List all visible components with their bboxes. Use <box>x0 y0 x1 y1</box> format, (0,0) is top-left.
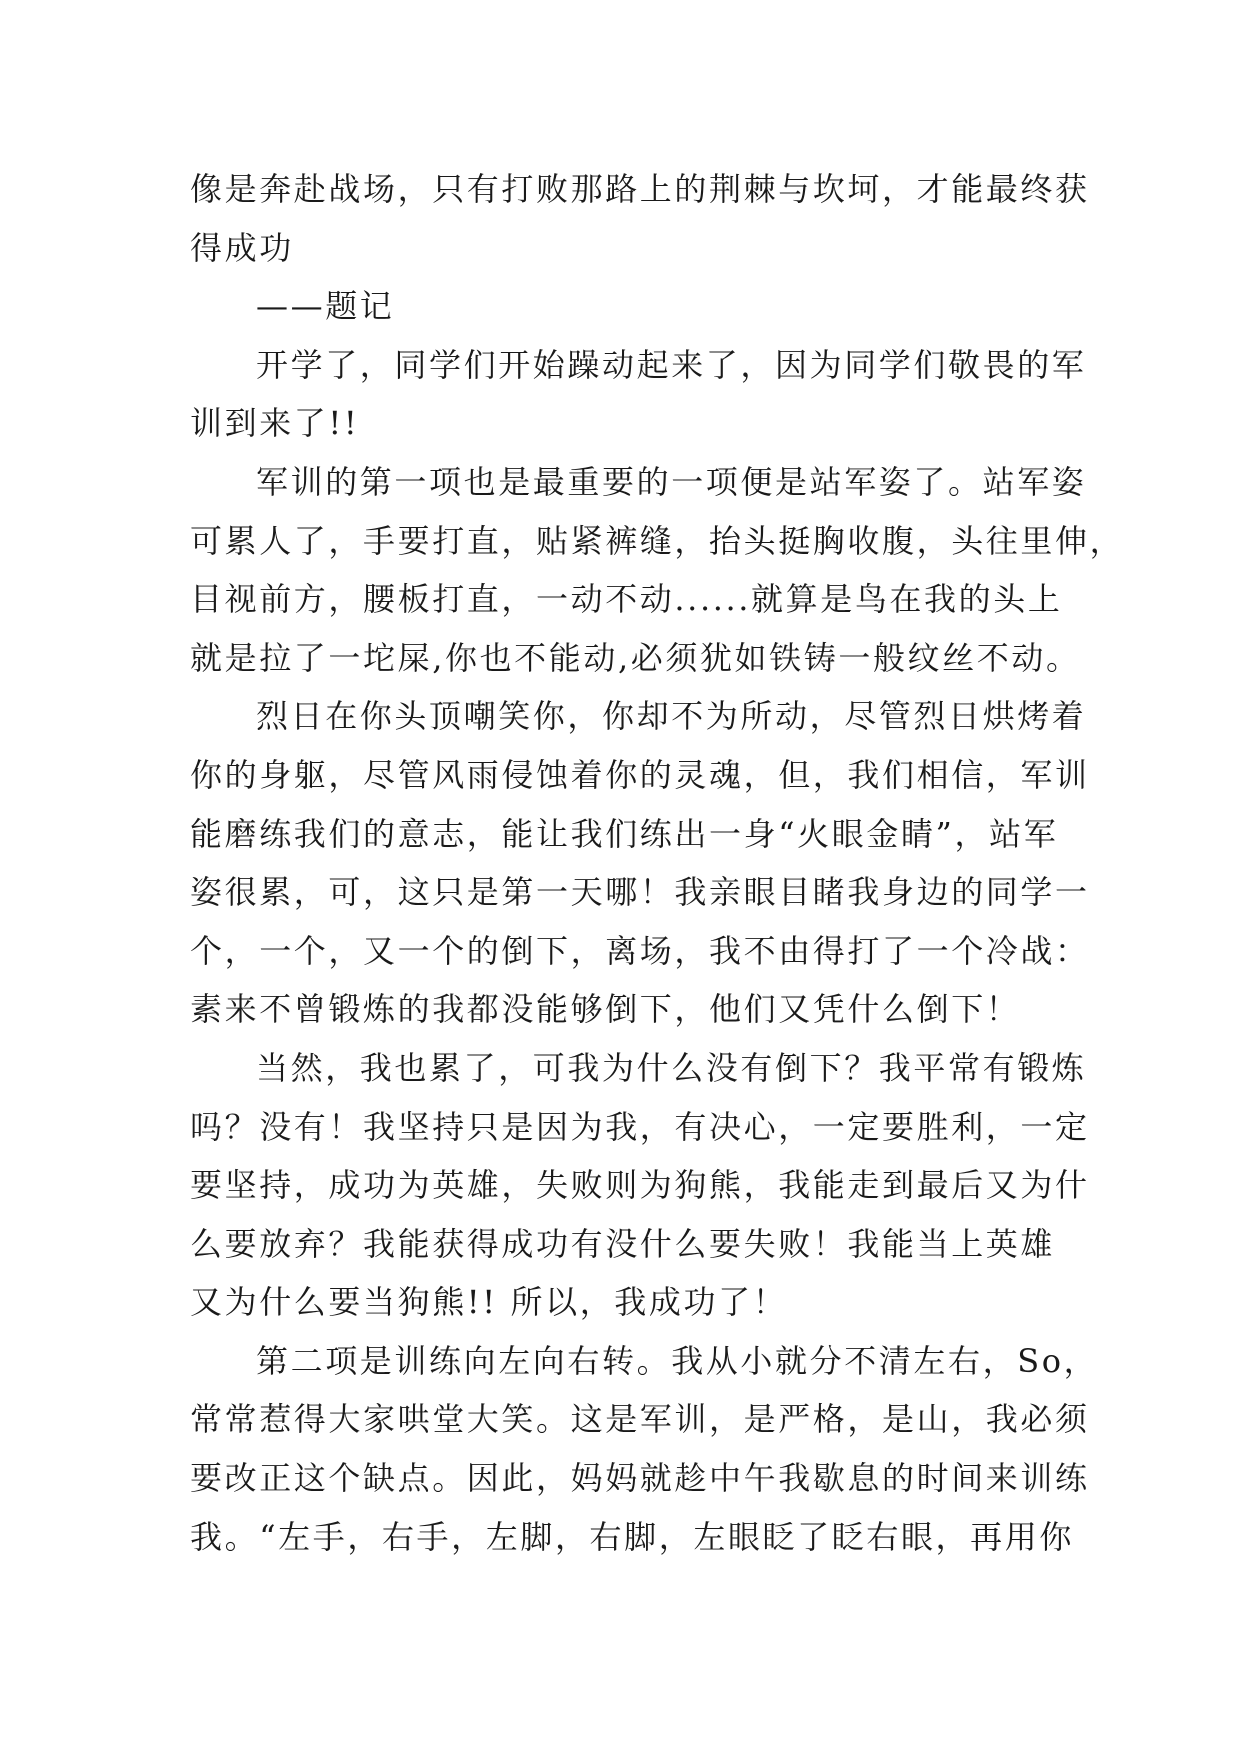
text-line: 姿很累，可，这只是第一天哪！我亲眼目睹我身边的同学一 <box>190 873 1090 912</box>
text-line: 要改正这个缺点。因此，妈妈就趁中午我歇息的时间来训练 <box>190 1459 1090 1498</box>
text-line: 又为什么要当狗熊!! 所以，我成功了！ <box>190 1283 788 1322</box>
text-line: 可累人了，手要打直，贴紧裤缝，抬头挺胸收腹，头往里伸， <box>190 521 1125 560</box>
text-line: 得成功 <box>190 228 294 267</box>
text-line: 能磨练我们的意志，能让我们练出一身“火眼金睛”，站军 <box>190 814 1059 853</box>
text-line: 目视前方，腰板打直，一动不动......就算是鸟在我的头上 <box>190 580 1063 619</box>
text-line: 吗？没有！我坚持只是因为我，有决心，一定要胜利，一定 <box>190 1107 1090 1146</box>
text-line: 开学了，同学们开始躁动起来了，因为同学们敬畏的军 <box>256 345 1087 384</box>
text-line: 就是拉了一坨屎,你也不能动,必须犹如铁铸一般纹丝不动。 <box>190 638 1081 677</box>
text-line: 像是奔赴战场，只有打败那路上的荆棘与坎坷，才能最终获 <box>190 170 1090 208</box>
text-line: 我。“左手，右手，左脚，右脚，左眼眨了眨右眼，再用你 <box>190 1517 1074 1556</box>
text-line: 训到来了!! <box>190 404 360 443</box>
text-line: 第二项是训练向左向右转。我从小就分不清左右，So， <box>256 1341 1099 1380</box>
text-line: ——题记 <box>256 287 395 326</box>
text-line: 当然，我也累了，可我为什么没有倒下？我平常有锻炼 <box>256 1048 1087 1087</box>
text-line: 军训的第一项也是最重要的一项便是站军姿了。站军姿 <box>256 462 1087 501</box>
text-line: 常常惹得大家哄堂大笑。这是军训，是严格，是山，我必须 <box>190 1400 1090 1439</box>
document-body <box>190 160 1125 1566</box>
text-line: 个，一个，又一个的倒下，离场，我不由得打了一个冷战： <box>190 931 1090 970</box>
text-line: 么要放弃？我能获得成功有没什么要失败！我能当上英雄 <box>190 1224 1056 1263</box>
text-line: 素来不曾锻炼的我都没能够倒下，他们又凭什么倒下！ <box>190 990 1021 1029</box>
text-line: 你的身躯，尽管风雨侵蚀着你的灵魂，但，我们相信，军训 <box>190 755 1090 794</box>
text-line: 烈日在你头顶嘲笑你，你却不为所动，尽管烈日烘烤着 <box>256 697 1087 736</box>
text-line: 要坚持，成功为英雄，失败则为狗熊，我能走到最后又为什 <box>190 1166 1090 1205</box>
